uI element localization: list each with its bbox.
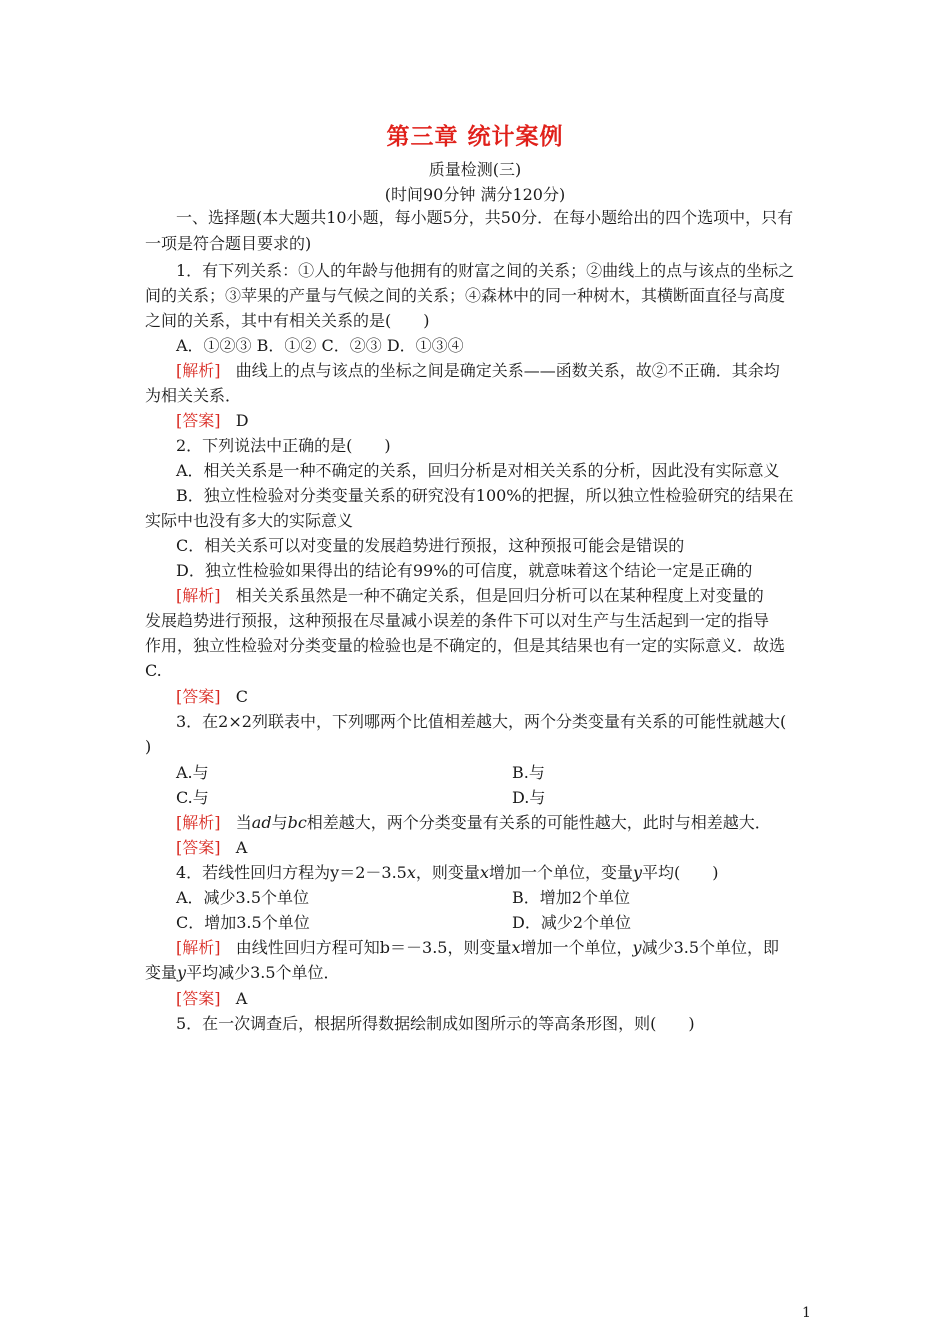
q4-analysis-mid: 增加一个单位， [520,938,633,957]
analysis-tag: [解析] [176,361,221,380]
q4-option-a: A．减少3.5个单位 [176,888,310,907]
q2-option-c: C．相关关系可以对变量的发展趋势进行预报，这种预报可能会是错误的 [176,536,685,555]
q4-analysis-pre: 由线性回归方程可知b＝－3.5，则变量 [235,938,512,957]
q1-analysis-text: 曲线上的点与该点的坐标之间是确定关系——函数关系，故②不正确．其余均 [235,361,780,380]
q3-analysis-pre: 当 [235,813,252,832]
q4-answer-value: A [235,989,248,1008]
q4-analysis-post: 减少3.5个单位，即 [641,938,780,957]
q3-answer-value: A [235,838,248,857]
answer-tag: [答案] [176,989,221,1008]
q1-stem-2: 间的关系；③苹果的产量与气候之间的关系；④森林中的同一种树木，其横断面直径与高度 [145,286,786,305]
q4-option-c: C．增加3.5个单位 [176,913,310,932]
q4-stem-post: 平均( ) [642,863,719,882]
document-subtitle: 质量检测(三) [428,160,522,179]
analysis-tag: [解析] [176,586,221,605]
q4-option-d: D．减少2个单位 [512,913,632,932]
q2-analysis-text: 相关关系虽然是一种不确定关系，但是回归分析可以在某种程度上对变量的 [235,586,764,605]
q1-stem-3: 之间的关系，其中有相关关系的是( ) [145,311,430,330]
q3-analysis [176,810,813,835]
q3-option-b: B.与 [512,763,545,782]
q2-option-b-cont: 实际中也没有多大的实际意义 [145,511,354,530]
exam-meta: (时间90分钟 满分120分) [384,185,566,204]
q4-stem-pre: 4．若线性回归方程为y＝2－3.5 [176,863,407,882]
q4-stem [176,860,813,885]
q3-option-d: D.与 [512,788,546,807]
q1-answer [176,408,813,433]
q1-stem: 1．有下列关系：①人的年龄与他拥有的财富之间的关系；②曲线上的点与该点的坐标之 [176,261,795,280]
q4-analysis-2 [145,960,813,985]
q4-analysis2-post: 平均减少3.5个单位． [186,963,340,982]
var-y: y [632,938,642,957]
var-y: y [632,863,642,882]
section-heading: 一、选择题(本大题共10小题，每小题5分，共50分．在每小题给出的四个选项中，只有 [176,208,794,227]
q4-stem-mid: ，则变量 [415,863,480,882]
answer-tag: [答案] [176,411,221,430]
q3-option-c: C.与 [176,788,209,807]
q4-analysis [176,935,813,960]
q1-options: A．①②③ B．①② C．②③ D．①③④ [176,336,464,355]
var-x: x [511,938,521,957]
q3-stem: 3．在2×2列联表中，下列哪两个比值相差越大，两个分类变量有关系的可能性就越大( [176,712,787,731]
q2-analysis-3: 作用，独立性检验对分类变量的检验也是不确定的，但是其结果也有一定的实际意义．故选 [145,636,786,655]
q3-stem-2: ) [145,737,152,756]
var-ad: ad [251,813,272,832]
chapter-title: 第三章 统计案例 [386,123,564,150]
q4-option-b: B．增加2个单位 [512,888,630,907]
page-number: 1 [802,1305,811,1321]
q4-stem-mid2: 增加一个单位，变量 [488,863,633,882]
q2-answer [176,684,813,709]
section-heading-cont: 一项是符合题目要求的) [145,234,312,253]
q2-option-d: D．独立性检验如果得出的结论有99%的可信度，就意味着这个结论一定是正确的 [176,561,753,580]
q2-option-b: B．独立性检验对分类变量关系的研究没有100%的把握，所以独立性检验研究的结果在 [176,486,794,505]
var-x: x [479,863,489,882]
q2-analysis-2: 发展趋势进行预报，这种预报在尽量减小误差的条件下可以对生产与生活起到一定的指导 [145,611,770,630]
q2-answer-value: C [235,687,249,706]
q2-analysis [176,583,813,608]
q1-analysis-2: 为相关关系． [145,386,242,405]
q3-option-a: A.与 [176,763,209,782]
q4-analysis2-pre: 变量 [145,963,178,982]
var-x: x [406,863,416,882]
var-y: y [177,963,187,982]
q4-answer [176,986,813,1011]
q5-stem: 5．在一次调查后，根据所得数据绘制成如图所示的等高条形图，则( ) [176,1014,695,1033]
q1-answer-value: D [235,411,249,430]
q3-analysis-post: 相差越大，两个分类变量有关系的可能性越大，此时与相差越大． [306,813,771,832]
q2-option-a: A．相关关系是一种不确定的关系，回归分析是对相关关系的分析，因此没有实际意义 [176,461,780,480]
answer-tag: [答案] [176,838,221,857]
q3-answer [176,835,813,860]
q1-analysis [176,358,813,383]
q3-analysis-mid: 与 [271,813,288,832]
answer-tag: [答案] [176,687,221,706]
q2-stem: 2．下列说法中正确的是( ) [176,436,391,455]
q2-analysis-4: C. [145,661,162,680]
var-bc: bc [287,813,307,832]
analysis-tag: [解析] [176,813,221,832]
analysis-tag: [解析] [176,938,221,957]
